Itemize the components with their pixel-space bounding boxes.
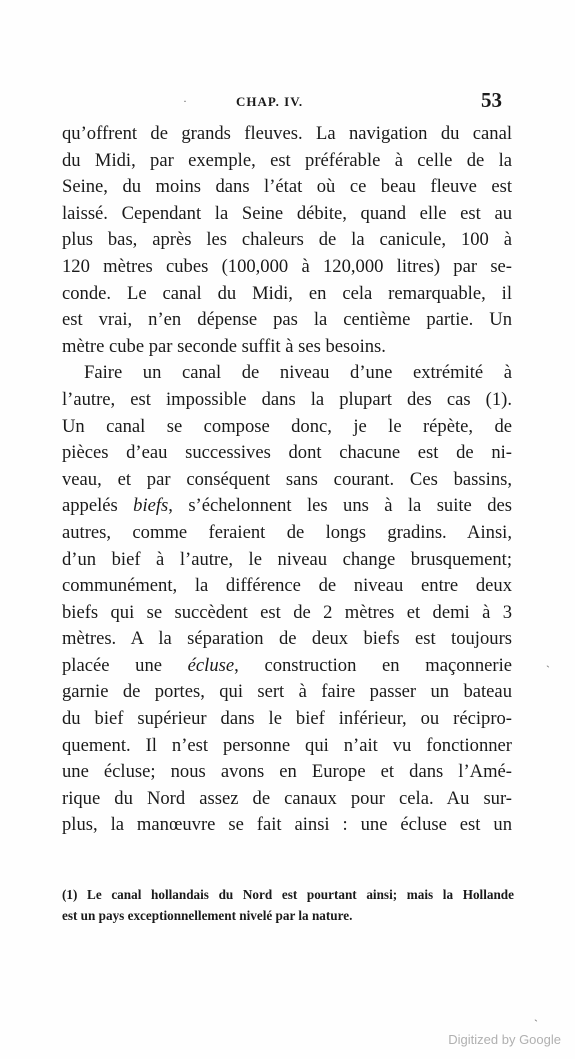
text-line: Faire un canal de niveau d’une extrémité à — [84, 362, 512, 384]
text-line: du bief supérieur dans le bief inférieur, ou récipro- — [62, 708, 512, 730]
text-line: pièces d’eau successives dont chacune est de ni- — [62, 442, 512, 464]
emphasized-term: écluse — [187, 654, 235, 676]
footnote-line: est un pays exceptionnellement nivelé par la nature. — [62, 908, 353, 923]
text-line: 120 mètres cubes (100,000 à 120,000 litres) par se- — [62, 255, 512, 277]
text-line: est vrai, n’en dépense pas la centième partie. Un — [62, 309, 512, 331]
text-line: rique du Nord assez de canaux pour cela. Au sur- — [62, 787, 512, 809]
text-line: conde. Le canal du Midi, en cela remarquable, il — [62, 282, 512, 304]
page-number: 53 — [481, 88, 502, 112]
text-line: du Midi, par exemple, est préférable à celle de la — [62, 149, 512, 171]
text-line: laissé. Cependant la Seine débite, quand elle est au — [62, 202, 512, 224]
text-line: quement. Il n’est personne qui n’ait vu fonctionner — [62, 734, 512, 756]
text-line: autres, comme feraient de longs gradins. Ainsi, — [62, 521, 512, 543]
text-line: placée une écluse, construction en maçonnerie — [62, 654, 512, 676]
text-line: garnie de portes, qui sert à faire passer un bateau — [62, 681, 512, 703]
text-line: d’un bief à l’autre, le niveau change brusquement; — [62, 548, 512, 570]
footnote-line: (1) Le canal hollandais du Nord est pourtant ainsi; mais la Hollande — [62, 887, 514, 902]
footnote — [62, 884, 514, 926]
body-text — [62, 121, 512, 839]
text-line: biefs qui se succèdent est de 2 mètres et demi à 3 — [62, 601, 512, 623]
text-line: veau, et par conséquent sans courant. Ces bassins, — [62, 468, 512, 490]
text-line: communément, la différence de niveau entre deux — [62, 575, 512, 597]
text-line: Seine, du moins dans l’état où ce beau fleuve est — [62, 176, 512, 198]
text-line: mètres. A la séparation de deux biefs est toujours — [62, 628, 512, 650]
print-speck: · — [183, 94, 187, 108]
text-line: l’autre, est impossible dans la plupart des cas (1). — [62, 388, 512, 410]
watermark: Digitized by Google — [448, 1032, 561, 1047]
print-speck: ˎ — [546, 654, 550, 668]
text-line: mètre cube par seconde suffit à ses besoins. — [62, 335, 386, 357]
text-line: Un canal se compose donc, je le répète, de — [62, 415, 512, 437]
text-line: plus, la manœuvre se fait ainsi : une écluse est un — [62, 814, 512, 836]
text-line: une écluse; nous avons en Europe et dans l’Amé- — [62, 761, 512, 783]
text-line: qu’offrent de grands fleuves. La navigation du canal — [62, 123, 512, 144]
emphasized-term: biefs — [133, 495, 169, 517]
running-head: CHAP. IV. — [236, 94, 304, 109]
print-speck: ˏ — [534, 1008, 538, 1022]
text-line: plus bas, après les chaleurs de la canicule, 100 à — [62, 229, 512, 251]
text-line: appelés biefs, s’échelonnent les uns à la suite des — [62, 495, 512, 517]
